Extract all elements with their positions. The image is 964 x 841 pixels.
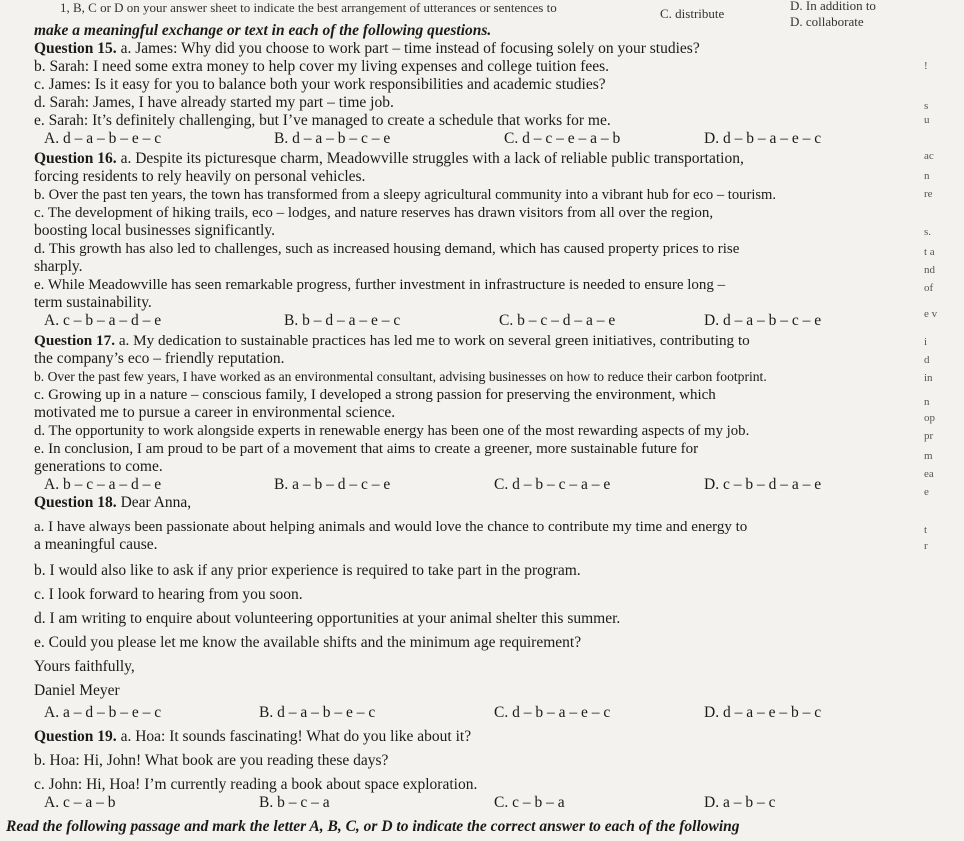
q19-sentence-a: a. Hoa: It sounds fascinating! What do you like about it? [120,728,472,745]
q18-label: Question 18. [34,494,117,511]
q18-option-b[interactable]: B. d – a – b – e – c [259,704,376,721]
margin-fragment: e v [924,308,938,320]
margin-fragment: s. [924,226,932,238]
q15-sentence-a: a. James: Why did you choose to work part – time instead of focusing solely on your studies? [120,40,700,57]
margin-fragment: s [924,100,929,112]
q17-sentence-c1: c. Growing up in a nature – conscious family, I developed a strong passion for preserving the environment, which [34,387,716,403]
q18-greeting: Dear Anna, [120,494,192,511]
q18-option-d[interactable]: D. d – a – e – b – c [704,704,822,721]
q15-option-c[interactable]: C. d – c – e – a – b [504,130,621,147]
q15-sentence-c: c. James: Is it easy for you to balance both your work responsibilities and academic studies? [34,76,606,93]
margin-fragment: t a [924,246,935,258]
q16-sentence-b: b. Over the past ten years, the town has transformed from a sleepy agricultural community into a vibrant hub for eco – tourism. [34,187,777,203]
header-fragment-left: 1, B, C or D on your answer sheet to indicate the best arrangement of utterances or sentences to [60,0,557,15]
q19-option-d[interactable]: D. a – b – c [704,794,776,811]
q16-sentence-d2: sharply. [34,258,83,275]
margin-fragment: op [924,412,935,424]
q15-option-b[interactable]: B. d – a – b – c – e [274,130,391,147]
margin-fragment: nd [924,264,935,276]
q17-option-c[interactable]: C. d – b – c – a – e [494,476,611,493]
margin-fragment: u [924,114,930,126]
q17-line-a [34,332,914,350]
instruction-line: make a meaningful exchange or text in each of the following questions. [34,22,492,39]
margin-fragment: ac [924,150,934,162]
q18-sentence-a1: a. I have always been passionate about helping animals and would love the chance to contribute my time and energy to [34,519,748,535]
margin-fragment: ea [924,468,934,480]
q18-sentence-c: c. I look forward to hearing from you soon. [34,586,303,603]
q15-sentence-d: d. Sarah: James, I have already started my part – time job. [34,94,394,111]
q19-option-a[interactable]: A. c – a – b [44,794,116,811]
q18-sentence-b: b. I would also like to ask if any prior experience is required to take part in the program. [34,562,581,579]
q16-sentence-a2: forcing residents to rely heavily on personal vehicles. [34,168,366,185]
q17-sentence-a2: the company’s eco – friendly reputation. [34,350,285,367]
q16-sentence-e2: term sustainability. [34,294,152,311]
q17-sentence-a1: a. My dedication to sustainable practices has led me to work on several green initiatives, contributing to [118,332,750,349]
margin-fragment: d [924,354,930,366]
q15-sentence-e: e. Sarah: It’s definitely challenging, but I’ve managed to create a schedule that works for me. [34,112,611,129]
q17-sentence-e1: e. In conclusion, I am proud to be part of a movement that aims to create a greener, more sustainable future for [34,441,699,457]
margin-fragment: n [924,170,930,182]
margin-fragment: re [924,188,933,200]
margin-fragment: i [924,336,928,348]
q16-sentence-c1: c. The development of hiking trails, eco – lodges, and nature reserves has drawn visitors from all over the region, [34,205,714,221]
q15-option-a[interactable]: A. d – a – b – e – c [44,130,162,147]
q17-option-b[interactable]: B. a – b – d – c – e [274,476,391,493]
q17-option-a[interactable]: A. b – c – a – d – e [44,476,162,493]
margin-fragment: n [924,396,930,408]
header-fragment-c: C. distribute [660,6,725,21]
q18-line-greeting [34,494,914,512]
q15-line-a [34,40,914,58]
q19-option-b[interactable]: B. b – c – a [259,794,330,811]
q15-label: Question 15. [34,40,117,57]
q17-label: Question 17. [34,332,116,349]
q18-signature: Daniel Meyer [34,682,120,699]
margin-fragment: m [924,450,933,462]
q16-sentence-e1: e. While Meadowville has seen remarkable progress, further investment in infrastructure is needed to ensure long – [34,277,726,293]
q16-sentence-a1: a. Despite its picturesque charm, Meadowville struggles with a lack of reliable public transportation, [120,150,744,167]
margin-fragment: ! [924,60,928,72]
q18-sentence-e: e. Could you please let me know the available shifts and the minimum age requirement? [34,634,582,651]
q16-label: Question 16. [34,150,117,167]
q17-option-d[interactable]: D. c – b – d – a – e [704,476,822,493]
header-fragment-d2: D. collaborate [790,14,864,29]
q17-sentence-e2: generations to come. [34,458,163,475]
q15-option-d[interactable]: D. d – b – a – e – c [704,130,822,147]
margin-fragment: r [924,540,928,552]
q18-option-a[interactable]: A. a – d – b – e – c [44,704,162,721]
footer-instruction: Read the following passage and mark the letter A, B, C, or D to indicate the correct answer to each of the following [6,818,740,835]
q16-sentence-d1: d. This growth has also led to challenges, such as increased housing demand, which has caused property prices to rise [34,241,740,257]
header-fragment-d1: D. In addition to [790,0,876,13]
q18-sentence-d: d. I am writing to enquire about volunteering opportunities at your animal shelter this summer. [34,610,621,627]
q18-option-c[interactable]: C. d – b – a – e – c [494,704,611,721]
margin-fragment: t [924,524,928,536]
q18-closing: Yours faithfully, [34,658,135,675]
q16-options [34,312,914,330]
q16-option-a[interactable]: A. c – b – a – d – e [44,312,162,329]
q17-sentence-b: b. Over the past few years, I have worked as an environmental consultant, advising businesses on how to reduce their carbon footprint. [34,369,767,384]
margin-fragment: in [924,372,933,384]
q18-sentence-a2: a meaningful cause. [34,536,158,553]
q16-option-b[interactable]: B. b – d – a – e – c [284,312,401,329]
q16-line-a [34,150,914,168]
q19-sentence-b: b. Hoa: Hi, John! What book are you reading these days? [34,752,389,769]
q19-line-a [34,728,914,746]
q19-options [34,794,914,812]
q18-options [34,704,914,722]
q19-sentence-c: c. John: Hi, Hoa! I’m currently reading a book about space exploration. [34,776,478,793]
q19-option-c[interactable]: C. c – b – a [494,794,565,811]
margin-fragment: pr [924,430,934,442]
q16-sentence-c2: boosting local businesses significantly. [34,222,275,239]
q15-sentence-b: b. Sarah: I need some extra money to help cover my living expenses and college tuition fees. [34,58,610,75]
q17-sentence-c2: motivated me to pursue a career in environmental science. [34,404,396,421]
margin-fragment: e [924,486,929,498]
q19-label: Question 19. [34,728,117,745]
q16-option-c[interactable]: C. b – c – d – a – e [499,312,616,329]
q17-options [34,476,914,494]
q15-options [34,130,914,148]
margin-fragment: of [924,282,934,294]
q17-sentence-d: d. The opportunity to work alongside experts in renewable energy has been one of the most rewarding aspects of my job. [34,423,750,439]
q16-option-d[interactable]: D. d – a – b – c – e [704,312,822,329]
